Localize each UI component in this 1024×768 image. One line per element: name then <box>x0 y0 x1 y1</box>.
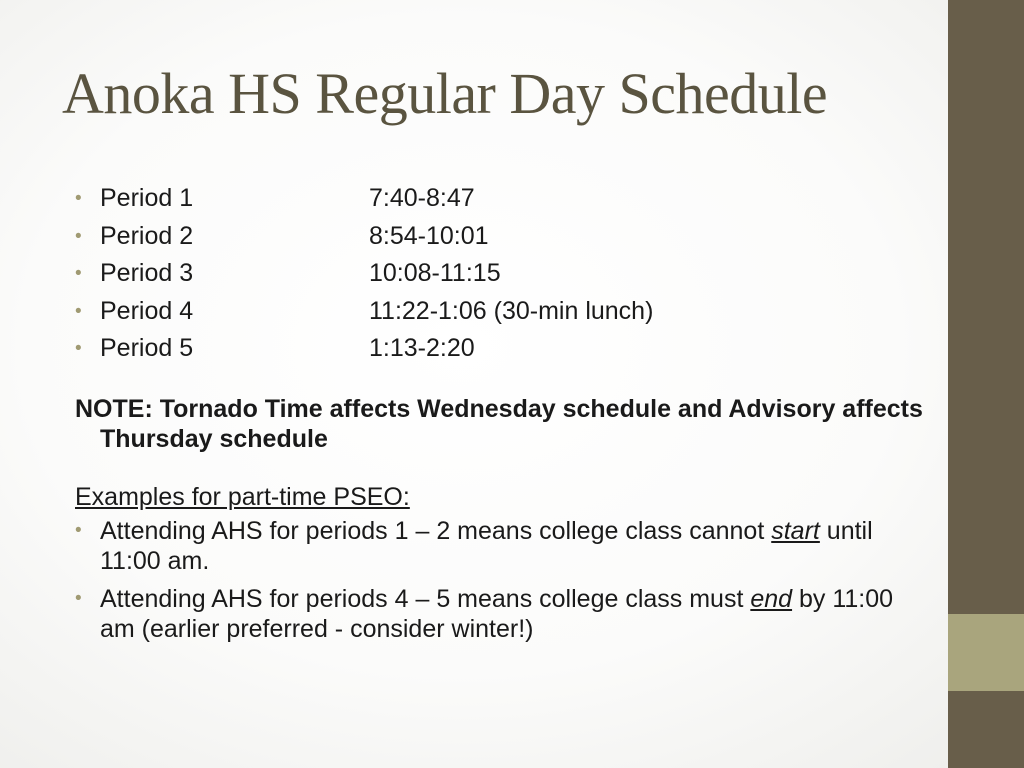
period-time: 1:13-2:20 <box>369 334 475 362</box>
period-name: Period 2 <box>100 221 194 250</box>
period-list <box>75 180 925 368</box>
bullet-icon: • <box>75 519 82 541</box>
slide-body <box>75 180 925 652</box>
period-row <box>75 330 925 368</box>
examples-heading: Examples for part-time PSEO: <box>75 482 410 511</box>
page-title: Anoka HS Regular Day Schedule <box>62 61 828 126</box>
period-name: Period 5 <box>100 334 194 362</box>
example-text-after: by 11:00 am (earlier preferred - consider winter!) <box>100 584 894 643</box>
period-name: Period 3 <box>100 259 194 287</box>
example-item <box>75 584 925 644</box>
period-row <box>75 180 925 218</box>
bullet-icon: • <box>75 300 82 322</box>
period-time: 8:54-10:01 <box>369 221 489 250</box>
schedule-note: NOTE: Tornado Time affects Wednesday schedule and Advisory affects Thursday schedule <box>75 394 923 453</box>
bullet-icon: • <box>75 188 82 209</box>
example-emphasis: end <box>750 584 793 613</box>
period-name: Period 4 <box>100 296 194 325</box>
bullet-icon: • <box>75 263 82 284</box>
period-time: 10:08-11:15 <box>369 259 501 287</box>
example-emphasis: start <box>771 516 820 545</box>
example-text-before: Attending AHS for periods 1 – 2 means college class cannot <box>100 516 772 545</box>
example-list <box>75 516 925 644</box>
period-time: 7:40-8:47 <box>369 184 475 212</box>
period-row <box>75 293 925 331</box>
sidebar-accent-bar <box>948 614 1024 691</box>
period-time: 11:22-1:06 (30-min lunch) <box>369 296 654 325</box>
period-row <box>75 255 925 293</box>
bullet-icon: • <box>75 587 82 609</box>
period-row <box>75 218 925 256</box>
period-name: Period 1 <box>100 184 194 212</box>
example-text-before: Attending AHS for periods 4 – 5 means college class must <box>100 584 751 613</box>
example-text-after: until 11:00 am. <box>100 516 873 575</box>
example-item <box>75 516 925 576</box>
bullet-icon: • <box>75 225 82 247</box>
bullet-icon: • <box>75 338 82 359</box>
